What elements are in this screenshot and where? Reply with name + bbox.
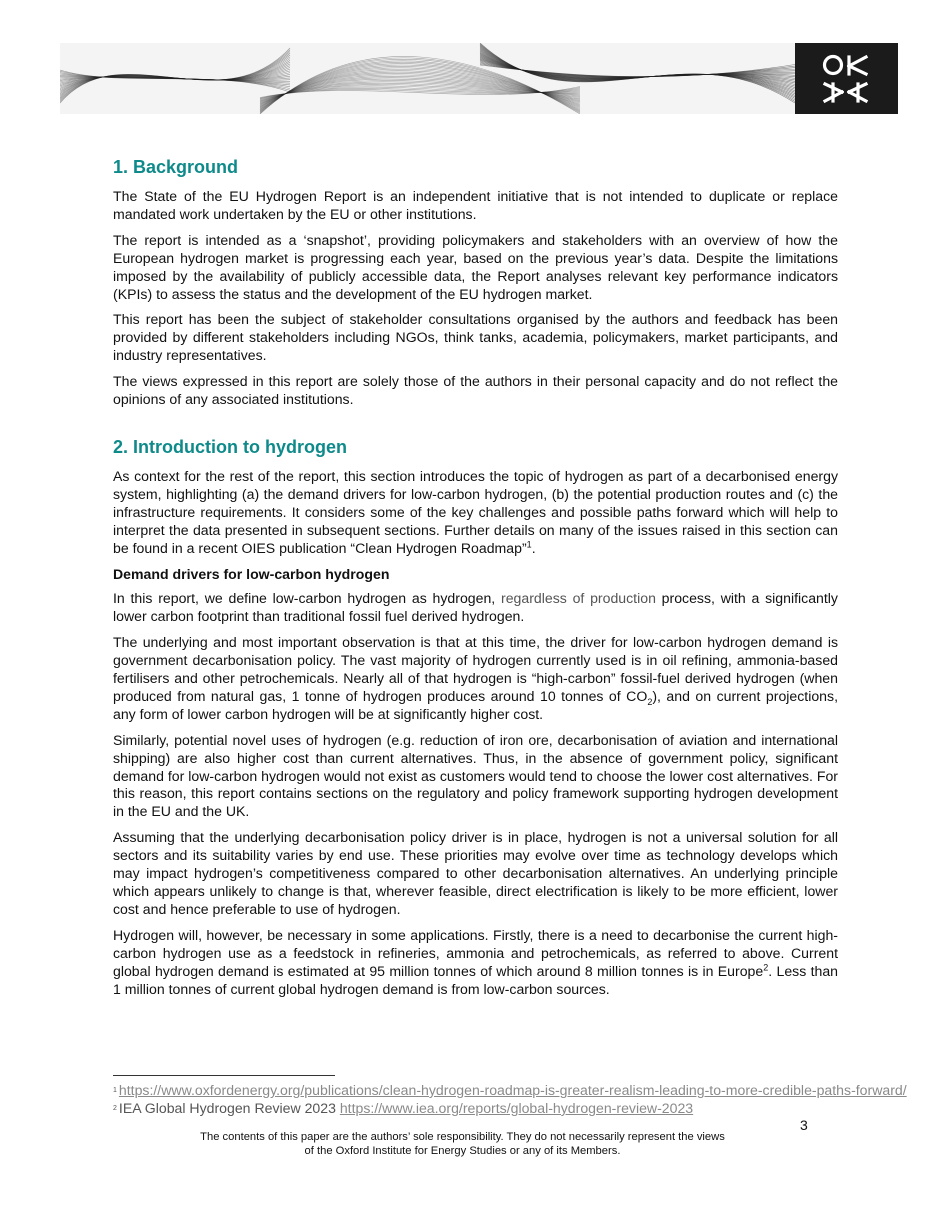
footnote-link[interactable]: https://www.oxfordenergy.org/publications/clean-hydrogen-roadmap-is-greater-realism-leading-to-more-credible-paths-forward/ bbox=[118, 1082, 907, 1098]
paragraph: The views expressed in this report are solely those of the authors in their personal capacity and do not reflect the opinions of any associated institutions. bbox=[113, 373, 838, 408]
footnote-link[interactable]: https://www.iea.org/reports/global-hydrogen-review-2023 bbox=[339, 1099, 694, 1116]
footnote-divider bbox=[113, 1075, 335, 1076]
footnote-2: $^2$ IEA Global Hydrogen Review 2023 https://www.iea.org/reports/global-hydrogen-review-2023 bbox=[113, 1099, 694, 1116]
header-banner bbox=[60, 43, 898, 114]
footnote-ref[interactable]: 2 bbox=[763, 961, 769, 972]
paragraph: The State of the EU Hydrogen Report is an independent initiative that is not intended to duplicate or replace mandated work undertaken by the EU or other institutions. bbox=[113, 188, 838, 222]
paragraph-hydrogen: Hydrogen will, however, be necessary in some applications. Firstly, there is a need to decarbonise the current high-carbon hydrogen use as a feedstock in refineries, ammonia and petrochemicals, as referred to above. Current global hydrogen demand is estimated at 95 million tonnes of which around 8 million tonnes is in Europe$^2$. Less than 1 million tonnes of current global hydrogen demand is from low-carbon sources. bbox=[113, 926, 839, 997]
paragraph-intro: As context for the rest of the report, this section introduces the topic of hydrogen as part of a decarbonised energy system, highlighting (a) the demand drivers for low-carbon hydrogen, (b) the potential production routes and (c) the infrastructure requirements. It considers some of the key challenges and possible paths forward which will help to interpret the data presented in subsequent sections. Further details on many of the issues raised in this section can be found in a recent OIES publication “Clean Hydrogen Roadmap”$^1$. bbox=[113, 467, 838, 556]
decorative-wave-graphic bbox=[60, 43, 795, 114]
page-number: 3 bbox=[800, 1117, 808, 1133]
paragraph: This report has been the subject of stakeholder consultations organised by the authors and feedback has been provided by different stakeholders including NGOs, think tanks, academia, policymakers, market participants, and industry representatives. bbox=[113, 311, 838, 364]
footnote-1: $^1$ https://www.oxfordenergy.org/publications/clean-hydrogen-roadmap-is-greater-realism-leading-to-more-credible-paths-forward/ bbox=[113, 1082, 907, 1098]
section-heading-background: 1. Background bbox=[113, 157, 239, 177]
section-heading-introduction: 2. Introduction to hydrogen bbox=[113, 436, 347, 457]
subheading-demand-drivers: Demand drivers for low-carbon hydrogen bbox=[113, 565, 390, 582]
footnote-ref[interactable]: 1 bbox=[526, 538, 532, 549]
main-content bbox=[113, 155, 838, 1006]
oies-logo bbox=[795, 43, 898, 114]
paragraph-assuming: Assuming that the underlying decarbonisation policy driver is in place, hydrogen is not a universal solution for all sectors and its suitability varies by end use. These priorities may evolve over time as technology develops which may impact hydrogen’s competitiveness compared to other decarbonisation alternatives. An underlying principle which appears unlikely to change is that, wherever feasible, direct electrification is likely to be more efficient, lower cost and hence preferable to use of hydrogen. bbox=[113, 829, 838, 917]
paragraph: The report is intended as a ‘snapshot’, providing policymakers and stakeholders with an overview of how the European hydrogen market is progressing each year, based on the previous year’s data. Despite the limitations imposed by the availability of publicly accessible data, the Report analyses relevant key performance indicators (KPIs) to assess the status and the development of the EU hydrogen market. bbox=[113, 231, 838, 302]
oies-logo-mark bbox=[820, 52, 874, 106]
footnotes bbox=[113, 1082, 907, 1118]
disclaimer: The contents of this paper are the authors’ sole responsibility. They do not necessarily represent the views of the Oxford Institute for Energy Studies or any of its Members. bbox=[200, 1131, 725, 1157]
paragraph-definition: In this report, we define low-carbon hydrogen as hydrogen, regardless of production process, with a significantly lower carbon footprint than traditional fossil fuel derived hydrogen. bbox=[113, 590, 838, 625]
highlighted-text: regardless of production bbox=[501, 590, 656, 607]
paragraph-similarly: Similarly, potential novel uses of hydrogen (e.g. reduction of iron ore, decarbonisation of aviation and international shipping) are also higher cost than current alternatives. Thus, in the absence of government policy, significant demand for low-carbon hydrogen would not exist as customers would tend to choose the lower cost alternatives. For this reason, this report contains sections on the regulatory and policy framework supporting hydrogen development in the EU and the UK. bbox=[113, 731, 838, 820]
paragraph-underlying: The underlying and most important observation is that at this time, the driver for low-carbon hydrogen demand is government decarbonisation policy. The vast majority of hydrogen currently used is in oil refining, ammonia-based fertilisers and other petrochemicals. Nearly all of that hydrogen is “high-carbon” fossil-fuel derived hydrogen (when produced from natural gas, 1 tonne of hydrogen produces around 10 tonnes of $CO_2$), and on current projections, any form of lower carbon hydrogen will be at significantly higher cost. bbox=[113, 634, 838, 722]
